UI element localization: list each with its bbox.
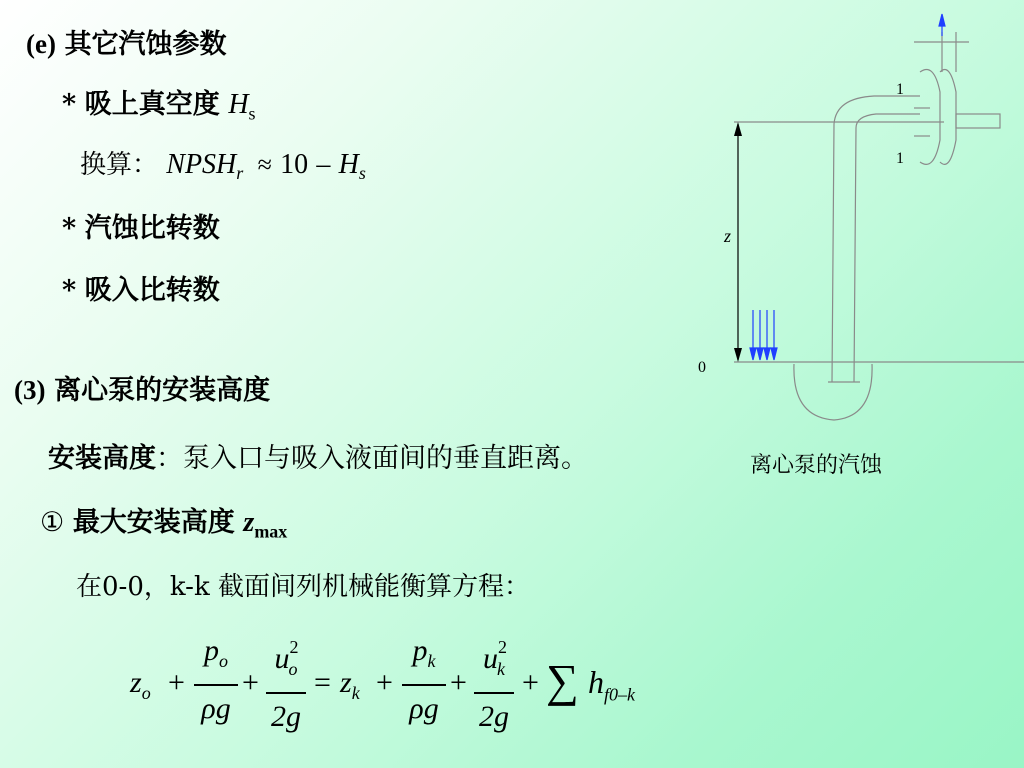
- plus-sign: +: [168, 666, 185, 699]
- sum-sign: ∑: [546, 655, 579, 706]
- section-3-prefix: (3): [14, 375, 46, 405]
- fraction-pk-rhog: $p_k$ ρg: [402, 634, 446, 726]
- bullet-star: *: [62, 213, 77, 244]
- npsh-sub: r: [236, 163, 244, 184]
- bullet-star: *: [62, 89, 77, 120]
- flow-arrow-head: [764, 348, 770, 360]
- section-e-prefix: (e): [26, 29, 56, 59]
- bullet-star: *: [62, 275, 77, 306]
- suction-pipe-outer: [832, 96, 920, 382]
- npsh-symbol: NPSH: [166, 149, 237, 180]
- suction-pipe-inner: [854, 114, 920, 382]
- label-1-bottom: 1: [896, 150, 904, 167]
- minus-sign: –: [316, 149, 331, 180]
- section-3-heading: [14, 368, 270, 407]
- const-10: 10: [280, 149, 309, 180]
- definition-term: 安装高度: [48, 443, 156, 474]
- h-f0k: $h_{f0-k}$: [588, 664, 635, 705]
- fraction-uk2-2g: $u^2_k$ 2g: [474, 634, 514, 734]
- figure-caption: 离心泵的汽蚀: [750, 453, 883, 478]
- label-0: 0: [698, 359, 706, 376]
- fraction-uo2-2g: $u^2_o$ 2g: [266, 634, 306, 734]
- z-symbol: z: [243, 507, 255, 538]
- tank-outline: [794, 364, 872, 420]
- max-height-item: [40, 500, 287, 542]
- conversion-label: 换算：: [80, 150, 159, 180]
- balance-line: 在0-0，k-k 截面间列机械能衡算方程：: [76, 572, 530, 602]
- approx-sign: ≈: [257, 150, 272, 179]
- item-text: 吸上真空度: [84, 89, 220, 120]
- discharge-arrow-head: [939, 14, 945, 26]
- z-sub: max: [254, 521, 288, 542]
- z-k: $z_k$: [340, 666, 360, 703]
- plus-sign: +: [522, 666, 539, 699]
- section-e-item-suction-specific-speed: [62, 268, 220, 307]
- section-3-title: 离心泵的安装高度: [54, 375, 271, 406]
- pump-cavitation-diagram: [698, 12, 1024, 382]
- plus-sign: +: [242, 666, 259, 699]
- plus-sign: +: [450, 666, 467, 699]
- impeller-right: [940, 70, 956, 165]
- item-text: 吸入比转数: [84, 275, 220, 306]
- impeller-left: [920, 70, 940, 165]
- section-e-title: 其它汽蚀参数: [64, 29, 227, 60]
- conversion-line: [80, 144, 366, 184]
- symbol-sub: s: [248, 103, 256, 124]
- z-arrow-top: [734, 122, 742, 136]
- symbol-H: H: [228, 89, 249, 120]
- fraction-po-rhog: $p_o$ ρg: [194, 634, 238, 726]
- definition-line: [48, 436, 588, 475]
- energy-balance-formula: [130, 628, 670, 740]
- hs-sub: s: [358, 163, 366, 184]
- flow-arrow-head: [750, 348, 756, 360]
- flow-arrow-head: [757, 348, 763, 360]
- definition-colon: ：: [156, 443, 183, 474]
- section-e-heading: [26, 22, 227, 61]
- z-o: $z_o$: [130, 666, 151, 703]
- section-e-item-suction-vacuum: [62, 82, 256, 124]
- shaft: [956, 114, 1000, 128]
- flow-arrow-head: [771, 348, 777, 360]
- circled-one: ①: [40, 507, 65, 538]
- equals-sign: =: [314, 666, 331, 699]
- item-text: 最大安装高度: [72, 507, 235, 538]
- label-z: z: [724, 226, 732, 246]
- z-arrow-bottom: [734, 348, 742, 362]
- label-1-top: 1: [896, 81, 904, 98]
- hs-symbol: H: [338, 149, 359, 180]
- section-e-item-cavitation-specific-speed: [62, 206, 220, 245]
- plus-sign: +: [376, 666, 393, 699]
- item-text: 汽蚀比转数: [84, 213, 220, 244]
- definition-text: 泵入口与吸入液面间的垂直距离。: [183, 443, 588, 474]
